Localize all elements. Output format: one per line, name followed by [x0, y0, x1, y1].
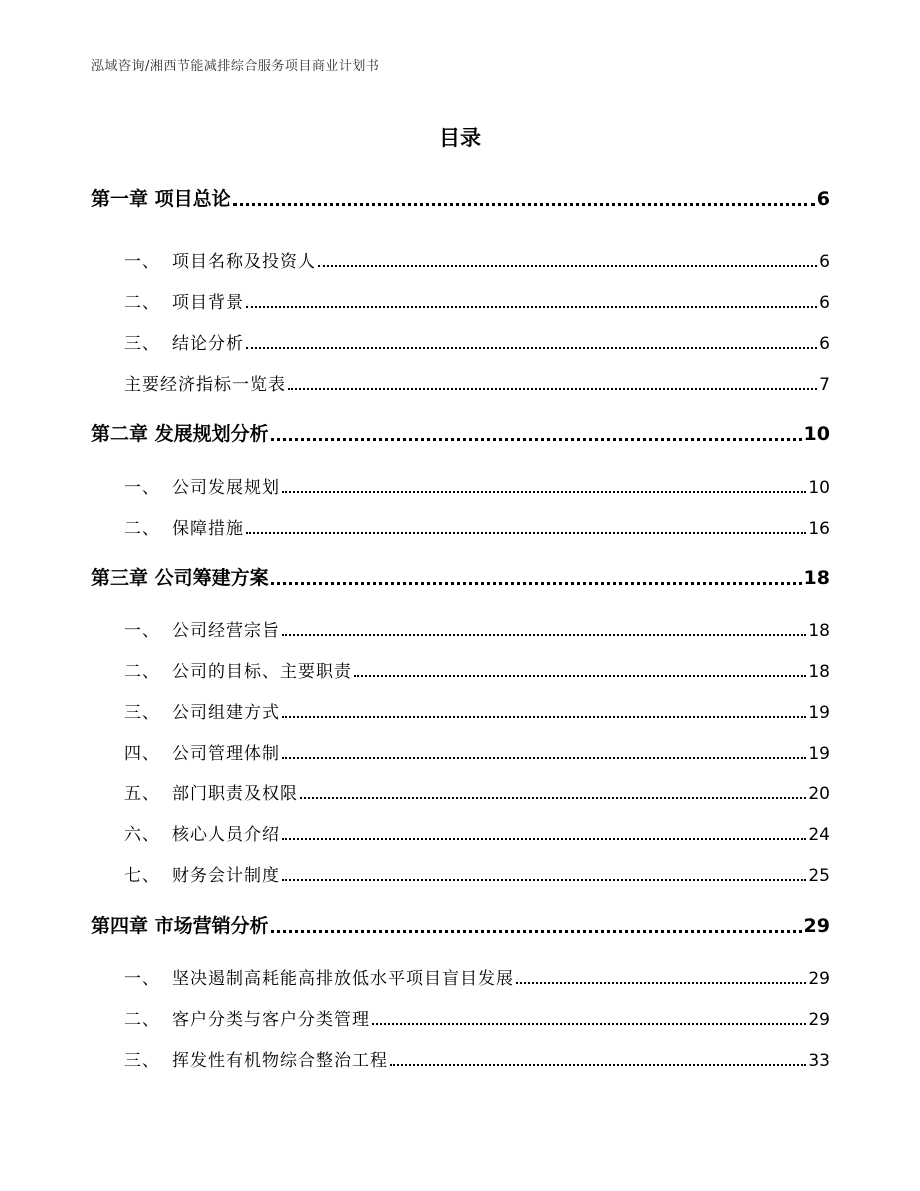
toc-entry-label: 第二章 发展规划分析 — [91, 423, 269, 445]
toc-entry-label: 主要经济指标一览表 — [124, 375, 286, 395]
toc-entry-page: 19 — [808, 744, 830, 764]
toc-entry-page: 29 — [808, 1010, 830, 1030]
toc-entry-label: 一、 公司经营宗旨 — [124, 616, 280, 641]
toc-entry-number: 一、 — [124, 969, 160, 989]
toc-entry-label: 三、 结论分析 — [124, 329, 244, 354]
toc-entry-number: 七、 — [124, 866, 160, 886]
dot-leader — [282, 838, 806, 840]
toc-entry-page: 24 — [808, 825, 830, 845]
toc-entry-label: 三、 挥发性有机物综合整治工程 — [124, 1046, 388, 1071]
dot-leader — [282, 757, 806, 759]
toc-entry[interactable] — [91, 563, 830, 590]
toc-entry[interactable] — [124, 820, 830, 845]
dot-leader — [288, 388, 817, 390]
dot-leader — [300, 797, 806, 799]
toc-entry-number: 六、 — [124, 825, 160, 845]
toc-entry-page: 10 — [808, 478, 830, 498]
toc-entry-label: 一、 坚决遏制高耗能高排放低水平项目盲目发展 — [124, 964, 514, 989]
toc-entry-page: 20 — [808, 784, 830, 804]
toc-entry[interactable] — [124, 779, 830, 804]
toc-entry-page: 7 — [819, 375, 830, 395]
toc-title: 目录 — [439, 126, 481, 150]
toc-entry-number: 二、 — [124, 293, 160, 313]
toc-entry-page: 6 — [819, 293, 830, 313]
toc-entry-number: 二、 — [124, 519, 160, 539]
toc-entry-number: 一、 — [124, 478, 160, 498]
toc-entry-number: 五、 — [124, 784, 160, 804]
toc-entry-page: 6 — [819, 334, 830, 354]
toc-entry[interactable] — [124, 657, 830, 682]
toc-entry-label: 七、 财务会计制度 — [124, 861, 280, 886]
toc-entry-label: 一、 公司发展规划 — [124, 473, 280, 498]
dot-leader — [271, 582, 802, 585]
dot-leader — [390, 1064, 806, 1066]
toc-entry-page: 18 — [803, 567, 830, 589]
toc-entry[interactable] — [91, 911, 830, 938]
toc-entry[interactable] — [124, 861, 830, 886]
toc-entry-number: 二、 — [124, 662, 160, 682]
toc-entry-label: 第三章 公司筹建方案 — [91, 567, 269, 589]
toc-entry[interactable] — [124, 698, 830, 723]
toc-entry[interactable] — [124, 1046, 830, 1071]
toc-entry-number: 三、 — [124, 703, 160, 723]
toc-entry-label: 四、 公司管理体制 — [124, 739, 280, 764]
dot-leader — [246, 347, 817, 349]
toc-entry-label: 六、 核心人员介绍 — [124, 820, 280, 845]
dot-leader — [354, 675, 806, 677]
dot-leader — [516, 982, 806, 984]
toc-entry-page: 33 — [808, 1051, 830, 1071]
toc-entry-page: 29 — [803, 915, 830, 937]
dot-leader — [271, 930, 802, 933]
toc-entry[interactable] — [124, 247, 830, 272]
toc-entry-label: 五、 部门职责及权限 — [124, 779, 298, 804]
toc-entry-number: 四、 — [124, 744, 160, 764]
toc-entry-number: 三、 — [124, 1051, 160, 1071]
toc-entry[interactable] — [91, 419, 830, 446]
toc-entry[interactable] — [124, 514, 830, 539]
toc-entry-number: 三、 — [124, 334, 160, 354]
dot-leader — [246, 306, 817, 308]
toc-entry-label: 第一章 项目总论 — [91, 188, 231, 210]
document-header: 泓域咨询/湘西节能减排综合服务项目商业计划书 — [91, 59, 380, 74]
toc-entry-page: 16 — [808, 519, 830, 539]
toc-entry[interactable] — [124, 739, 830, 764]
dot-leader — [282, 491, 806, 493]
toc-entry[interactable] — [124, 370, 830, 395]
toc-entry[interactable] — [124, 1005, 830, 1030]
dot-leader — [282, 879, 806, 881]
toc-entry-label: 一、 项目名称及投资人 — [124, 247, 316, 272]
toc-entry-label: 第四章 市场营销分析 — [91, 915, 269, 937]
toc-entry-page: 6 — [816, 188, 830, 210]
toc-entry[interactable] — [124, 329, 830, 354]
toc-entry-page: 6 — [819, 252, 830, 272]
toc-entry-page: 18 — [808, 621, 830, 641]
toc-entry-page: 25 — [808, 866, 830, 886]
dot-leader — [282, 716, 806, 718]
toc-entry-label: 二、 项目背景 — [124, 288, 244, 313]
toc-entry[interactable] — [124, 473, 830, 498]
toc-entry[interactable] — [124, 964, 830, 989]
toc-entry-label: 三、 公司组建方式 — [124, 698, 280, 723]
toc-entry-page: 18 — [808, 662, 830, 682]
dot-leader — [246, 532, 806, 534]
dot-leader — [318, 265, 817, 267]
toc-entry-number: 二、 — [124, 1010, 160, 1030]
toc-entry-number: 一、 — [124, 252, 160, 272]
toc-entry[interactable] — [91, 184, 830, 211]
toc-entry-page: 10 — [803, 423, 830, 445]
toc-entry-number: 一、 — [124, 621, 160, 641]
toc-entry[interactable] — [124, 616, 830, 641]
toc-entry-page: 19 — [808, 703, 830, 723]
dot-leader — [372, 1023, 806, 1025]
dot-leader — [271, 438, 802, 441]
toc-entry[interactable] — [124, 288, 830, 313]
dot-leader — [233, 203, 815, 206]
toc-entry-label: 二、 客户分类与客户分类管理 — [124, 1005, 370, 1030]
toc-entry-label: 二、 公司的目标、主要职责 — [124, 657, 352, 682]
toc-entry-page: 29 — [808, 969, 830, 989]
dot-leader — [282, 634, 806, 636]
toc-entry-label: 二、 保障措施 — [124, 514, 244, 539]
